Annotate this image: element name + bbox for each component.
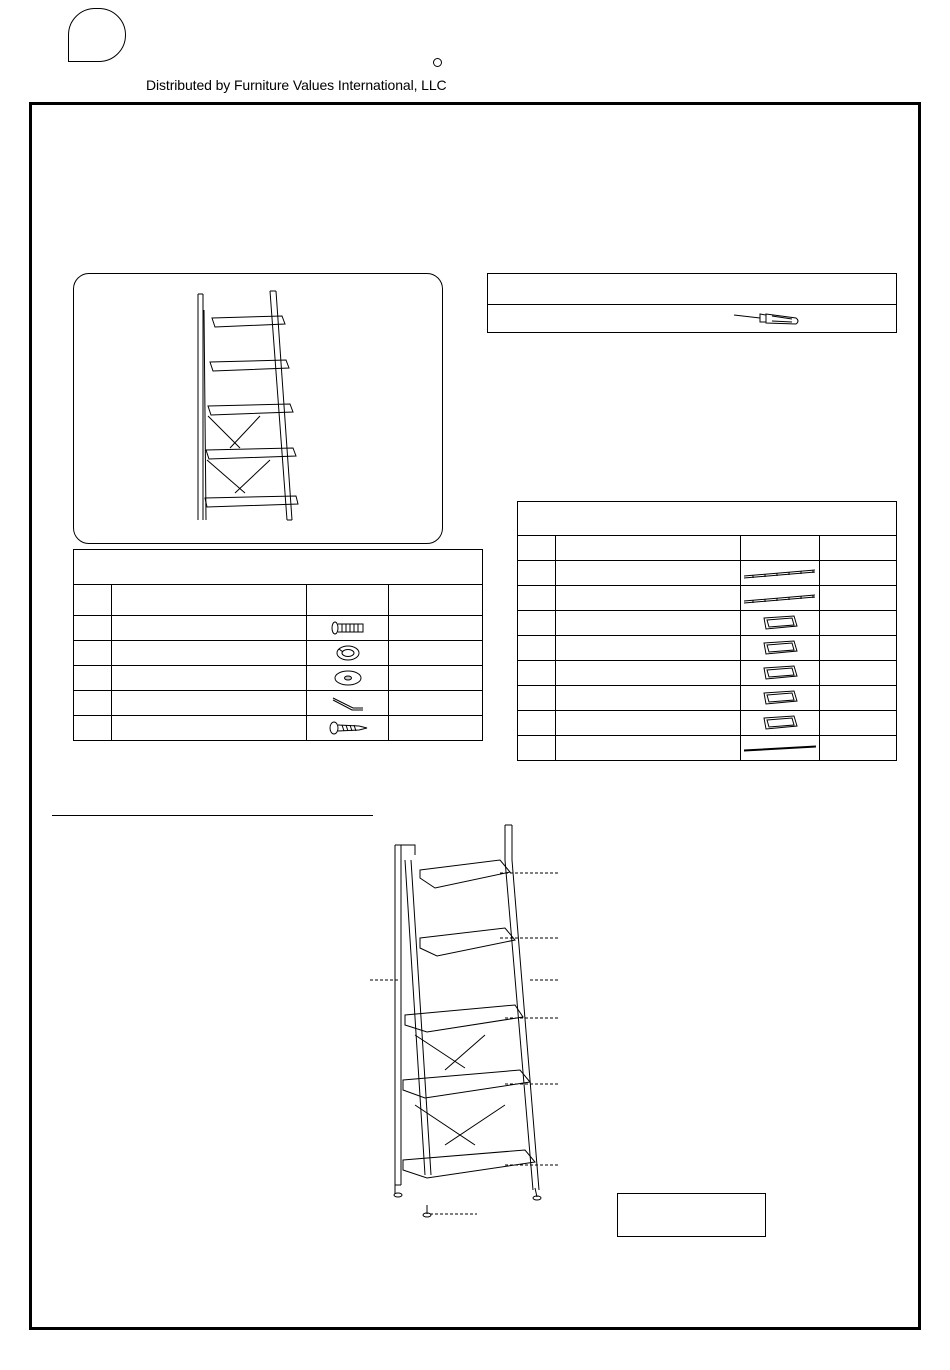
ladder-shelf-illustration (190, 288, 300, 523)
hardware-title-cell (74, 550, 483, 585)
flat-washer-icon (333, 669, 363, 687)
table-row (74, 716, 483, 741)
parts-title-cell (518, 502, 897, 536)
table-row (74, 666, 483, 691)
hardware-table (73, 549, 483, 741)
bolt-icon (331, 620, 365, 636)
step-underline (52, 815, 373, 816)
table-row (74, 691, 483, 716)
shelf-icon (761, 664, 799, 682)
tools-title-cell (488, 274, 897, 305)
parts-col-no (518, 536, 556, 561)
shelf-icon (761, 714, 799, 732)
hw-col-pic (307, 585, 389, 616)
parts-col-pic (741, 536, 820, 561)
table-row (74, 616, 483, 641)
parts-table (517, 501, 897, 761)
screwdriver-icon (732, 309, 802, 329)
lock-washer-icon (335, 644, 361, 662)
shelf-icon (761, 689, 799, 707)
table-row (518, 686, 897, 711)
table-row (518, 561, 897, 586)
table-row (518, 586, 897, 611)
tools-table (487, 273, 897, 333)
table-row (518, 661, 897, 686)
tools-cell (488, 305, 897, 333)
table-row (518, 611, 897, 636)
wood-screw-icon (329, 720, 369, 736)
assembly-diagram (365, 820, 565, 1220)
note-box (617, 1193, 766, 1237)
rod-icon (743, 744, 817, 752)
table-row (74, 641, 483, 666)
registered-mark-icon (433, 58, 442, 67)
hw-col-desc (112, 585, 307, 616)
allen-key-icon (331, 695, 365, 711)
table-row (518, 636, 897, 661)
table-row (518, 736, 897, 761)
shelf-icon (761, 614, 799, 632)
shelf-icon (761, 639, 799, 657)
hw-col-no (74, 585, 112, 616)
parts-col-desc (556, 536, 741, 561)
table-row (518, 711, 897, 736)
side-frame-icon (743, 591, 817, 605)
parts-col-qty (820, 536, 897, 561)
side-frame-icon (743, 566, 817, 580)
logo-icon (68, 8, 126, 62)
hw-col-qty (389, 585, 483, 616)
distributor-text: Distributed by Furniture Values International, LLC (146, 77, 447, 93)
